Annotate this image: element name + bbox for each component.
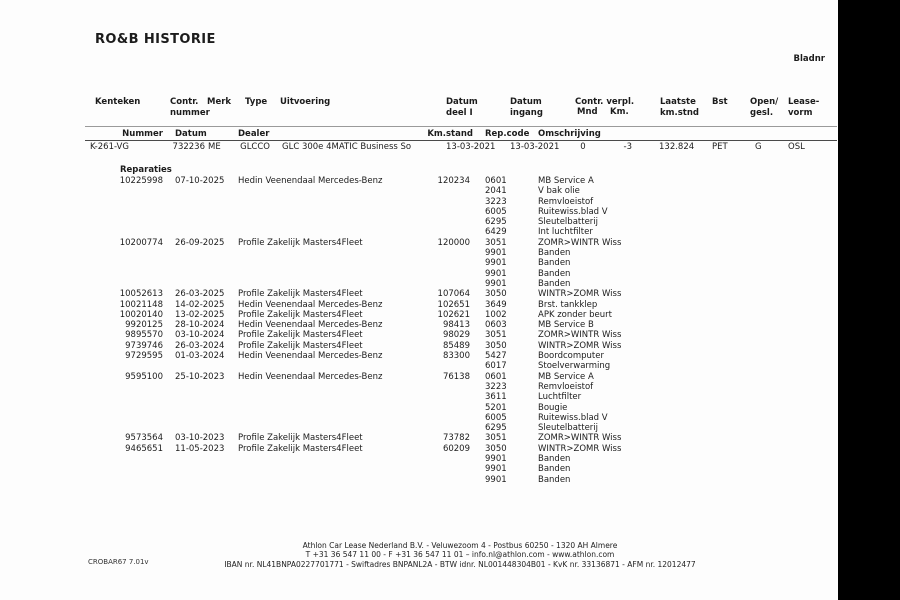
repair-rep-code: 3051 [485,433,507,444]
repair-dealer: Profile Zakelijk Masters4Fleet [238,433,363,444]
repair-nummer: 10200774 [119,237,163,248]
col-header-text: ingang [510,107,543,118]
repair-omschrijving: V bak olie [538,186,580,197]
col-header-omschrijving: Omschrijving [538,129,601,139]
repair-row [0,227,838,237]
repair-dealer: Profile Zakelijk Masters4Fleet [238,289,363,300]
repair-rep-code: 3051 [485,237,507,248]
repair-nummer: 10225998 [119,176,163,186]
repair-nummer: 9895570 [125,330,163,341]
col-header-merk [207,97,231,108]
repair-omschrijving: ZOMR>WINTR Wiss [538,433,622,444]
col-header-km-stand: Km.stand [427,129,473,139]
repair-row [0,330,838,340]
repair-omschrijving: Stoelverwarming [538,361,611,372]
repair-row [0,454,838,464]
repair-omschrijving: Banden [538,278,571,289]
repair-row [0,258,838,268]
report-version-label: CROBAR67 7.01v [88,558,149,566]
col-header-uitvoering [280,97,330,108]
repair-omschrijving: Sleutelbatterij [538,217,599,228]
col-header-text: nummer [170,107,210,118]
col-header-open-gesl [750,97,778,118]
repair-omschrijving: Banden [538,248,571,259]
repair-rep-code: 3611 [485,392,507,403]
repair-rep-code: 3051 [485,330,507,341]
repair-omschrijving: Ruitewiss.blad V [538,206,608,217]
repair-nummer: 9739746 [125,340,163,351]
repair-dealer: Hedin Veenendaal Mercedes-Benz [238,320,383,331]
repair-omschrijving: Boordcomputer [538,351,604,362]
repair-rep-code: 3649 [485,299,507,310]
repair-row [0,248,838,258]
repair-km-stand: 107064 [437,289,470,300]
col-header-text: vorm [788,107,813,118]
col-header-leasevorm [788,97,819,118]
repair-row [0,269,838,279]
contract-uitvoering: GLC 300e 4MATIC Business So [282,142,412,152]
repair-datum: 14-02-2025 [175,299,225,310]
repair-datum: 07-10-2025 [175,176,225,186]
col-header-text: Open/ [750,97,779,107]
col-header-datum: Datum [175,129,207,139]
footer-line-address: Athlon Car Lease Nederland B.V. - Veluwezoom 4 - Postbus 60250 - 1320 AH Almere [302,541,618,550]
col-header-dealer: Dealer [238,129,270,139]
repair-omschrijving: Remvloeistof [538,196,594,207]
repair-row [0,217,838,227]
col-header-contr-nummer [170,97,210,118]
repair-omschrijving: Sleutelbatterij [538,423,599,434]
repair-rep-code: 6295 [485,217,507,228]
col-header-text: Type [245,97,268,107]
contract-nummer: 732236 [172,142,205,152]
footer-line-registration: IBAN nr. NL41BNPA0227701771 - Swiftadres BNPANL2A - BTW idnr. NL001448304B01 - KvK nr. 33136871 - AFM nr. 12012477 [224,559,696,569]
repair-row [0,310,838,320]
col-header-text: km.stnd [660,107,699,118]
repair-row [0,300,838,310]
col-header-text: Uitvoering [280,97,331,107]
footer-line-contact: T +31 36 547 11 00 - F +31 36 547 11 01 – info.nl@athlon.com - www.athlon.com [305,550,615,560]
repair-omschrijving: Banden [538,454,571,465]
repair-datum: 01-03-2024 [175,351,225,362]
repair-km-stand: 120000 [437,237,470,248]
repair-rep-code: 3050 [485,289,507,300]
repair-nummer: 9595100 [125,371,163,382]
repair-row [0,207,838,217]
repair-datum: 11-05-2023 [175,443,225,454]
scan-edge-black-bar [838,0,900,600]
repair-km-stand: 102621 [437,309,470,320]
repair-rep-code: 9901 [485,464,507,475]
col-header-text: Merk [207,97,232,107]
repair-row [0,392,838,402]
repair-row [0,372,838,382]
repair-km-stand: 60209 [442,443,470,454]
repair-dealer: Hedin Veenendaal Mercedes-Benz [238,351,383,362]
repair-km-stand: 102651 [437,299,470,310]
repair-omschrijving: MB Service A [538,371,594,382]
contract-type: GLCCO [240,142,270,152]
repair-row [0,444,838,454]
repair-row [0,176,838,186]
repair-km-stand: 73782 [442,433,470,444]
col-header-text: Datum [446,97,478,107]
contract-km: -3 [623,142,632,152]
repair-rep-code: 0601 [485,176,507,186]
repair-dealer: Profile Zakelijk Masters4Fleet [238,340,363,351]
repair-omschrijving: MB Service A [538,176,594,186]
repair-km-stand: 98029 [442,330,470,341]
repair-km-stand: 83300 [442,351,470,362]
repair-dealer: Hedin Veenendaal Mercedes-Benz [238,371,383,382]
contract-kenteken: K-261-VG [90,142,129,152]
bladnr-label: Bladnr [793,54,825,64]
repair-omschrijving: Int luchtfilter [538,227,593,238]
repair-datum: 26-03-2025 [175,289,225,300]
repair-rep-code: 3050 [485,443,507,454]
repair-nummer: 10021148 [119,299,163,310]
col-header-type [245,97,267,108]
repair-rep-code: 1002 [485,309,507,320]
repair-datum: 25-10-2023 [175,371,225,382]
repair-omschrijving: ZOMR>WINTR Wiss [538,330,622,341]
contract-merk: ME [208,142,221,152]
footer-address-block [85,541,835,569]
repair-km-stand: 85489 [442,340,470,351]
col-header-laatste-kmstnd [660,97,699,118]
repair-rep-code: 5201 [485,402,507,413]
col-header-text: Contr. [170,97,199,107]
repair-row [0,289,838,299]
repairs-rows [0,176,838,485]
repair-row [0,361,838,371]
repair-rep-code: 6295 [485,423,507,434]
repair-rep-code: 9901 [485,454,507,465]
col-header-text: gesl. [750,107,774,118]
header-divider-bottom [85,140,837,141]
repair-rep-code: 9901 [485,278,507,289]
col-header-text: Datum [510,97,542,107]
page-title: RO&B HISTORIE [95,32,216,47]
col-header-kenteken [95,97,140,108]
col-header-mnd [577,107,598,118]
repair-rep-code: 5427 [485,351,507,362]
repair-nummer: 10020140 [119,309,163,320]
repair-nummer: 9465651 [125,443,163,454]
col-header-text: Mnd [577,107,598,117]
col-header-contr-verpl [575,97,634,108]
col-header-text: Contr. verpl. [575,97,635,107]
repair-dealer: Profile Zakelijk Masters4Fleet [238,330,363,341]
reparaties-section-label: Reparaties [120,165,172,175]
repair-datum: 26-03-2024 [175,340,225,351]
header-divider-top [85,126,837,127]
repair-row [0,464,838,474]
repair-row [0,279,838,289]
repair-datum: 26-09-2025 [175,237,225,248]
repair-rep-code: 3223 [485,196,507,207]
repair-omschrijving: WINTR>ZOMR Wiss [538,340,622,351]
repair-rep-code: 2041 [485,186,507,197]
repair-rep-code: 0601 [485,371,507,382]
contract-mnd: 0 [580,142,586,152]
repair-datum: 03-10-2024 [175,330,225,341]
col-header-text: Laatste [660,97,696,107]
repair-row [0,403,838,413]
repair-omschrijving: ZOMR>WINTR Wiss [538,237,622,248]
repair-dealer: Profile Zakelijk Masters4Fleet [238,237,363,248]
repair-row [0,197,838,207]
repair-rep-code: 3050 [485,340,507,351]
col-header-text: Bst [712,97,728,107]
repair-omschrijving: APK zonder beurt [538,309,612,320]
repair-row [0,433,838,443]
repair-row [0,238,838,248]
repair-rep-code: 9901 [485,258,507,269]
repair-row [0,186,838,196]
col-header-bst [712,97,728,108]
repair-row [0,382,838,392]
repair-omschrijving: WINTR>ZOMR Wiss [538,289,622,300]
repair-km-stand: 120234 [437,176,470,186]
repair-dealer: Hedin Veenendaal Mercedes-Benz [238,299,383,310]
col-header-text: Km. [610,107,629,117]
repair-row [0,320,838,330]
repair-nummer: 9573564 [125,433,163,444]
repair-km-stand: 76138 [442,371,470,382]
repair-omschrijving: Luchtfilter [538,392,582,403]
repair-omschrijving: Banden [538,474,571,485]
repair-rep-code: 6017 [485,361,507,372]
col-header-nummer: Nummer [122,129,163,139]
repair-datum: 03-10-2023 [175,433,225,444]
repair-dealer: Hedin Veenendaal Mercedes-Benz [238,176,383,186]
repair-datum: 13-02-2025 [175,309,225,320]
repair-rep-code: 0603 [485,320,507,331]
repair-omschrijving: Remvloeistof [538,381,594,392]
repair-nummer: 9729595 [125,351,163,362]
contract-datum-ingang: 13-03-2021 [510,142,560,152]
repair-row [0,423,838,433]
repair-nummer: 10052613 [119,289,163,300]
contract-laatste-kmstnd: 132.824 [659,142,695,152]
repair-row [0,341,838,351]
repair-row [0,413,838,423]
col-header-text: Kenteken [95,97,141,107]
repair-rep-code: 6005 [485,206,507,217]
repair-rep-code: 6429 [485,227,507,238]
repair-km-stand: 98413 [442,320,470,331]
repair-rep-code: 6005 [485,412,507,423]
repair-omschrijving: Banden [538,258,571,269]
col-header-rep-code: Rep.code [485,129,530,139]
col-header-datum-deel-i [446,97,478,118]
col-header-km [610,107,629,118]
repair-rep-code: 9901 [485,268,507,279]
repair-nummer: 9920125 [125,320,163,331]
repair-rep-code: 9901 [485,248,507,259]
repair-rep-code: 3223 [485,381,507,392]
repair-omschrijving: Brst. tankklep [538,299,598,310]
repair-omschrijving: WINTR>ZOMR Wiss [538,443,622,454]
repair-dealer: Profile Zakelijk Masters4Fleet [238,309,363,320]
contract-datum-deel-i: 13-03-2021 [446,142,496,152]
repair-omschrijving: Bougie [538,402,568,413]
repair-rep-code: 9901 [485,474,507,485]
repair-omschrijving: Banden [538,268,571,279]
col-header-text: Lease- [788,97,820,107]
repair-omschrijving: MB Service B [538,320,594,331]
contract-leasevorm: OSL [788,142,805,152]
col-header-datum-ingang [510,97,543,118]
repair-omschrijving: Banden [538,464,571,475]
repair-row [0,475,838,485]
repair-dealer: Profile Zakelijk Masters4Fleet [238,443,363,454]
contract-bst: PET [712,142,728,152]
contract-open-gesl: G [755,142,762,152]
repair-row [0,351,838,361]
repair-datum: 28-10-2024 [175,320,225,331]
repair-omschrijving: Ruitewiss.blad V [538,412,608,423]
col-header-text: deel I [446,107,473,118]
